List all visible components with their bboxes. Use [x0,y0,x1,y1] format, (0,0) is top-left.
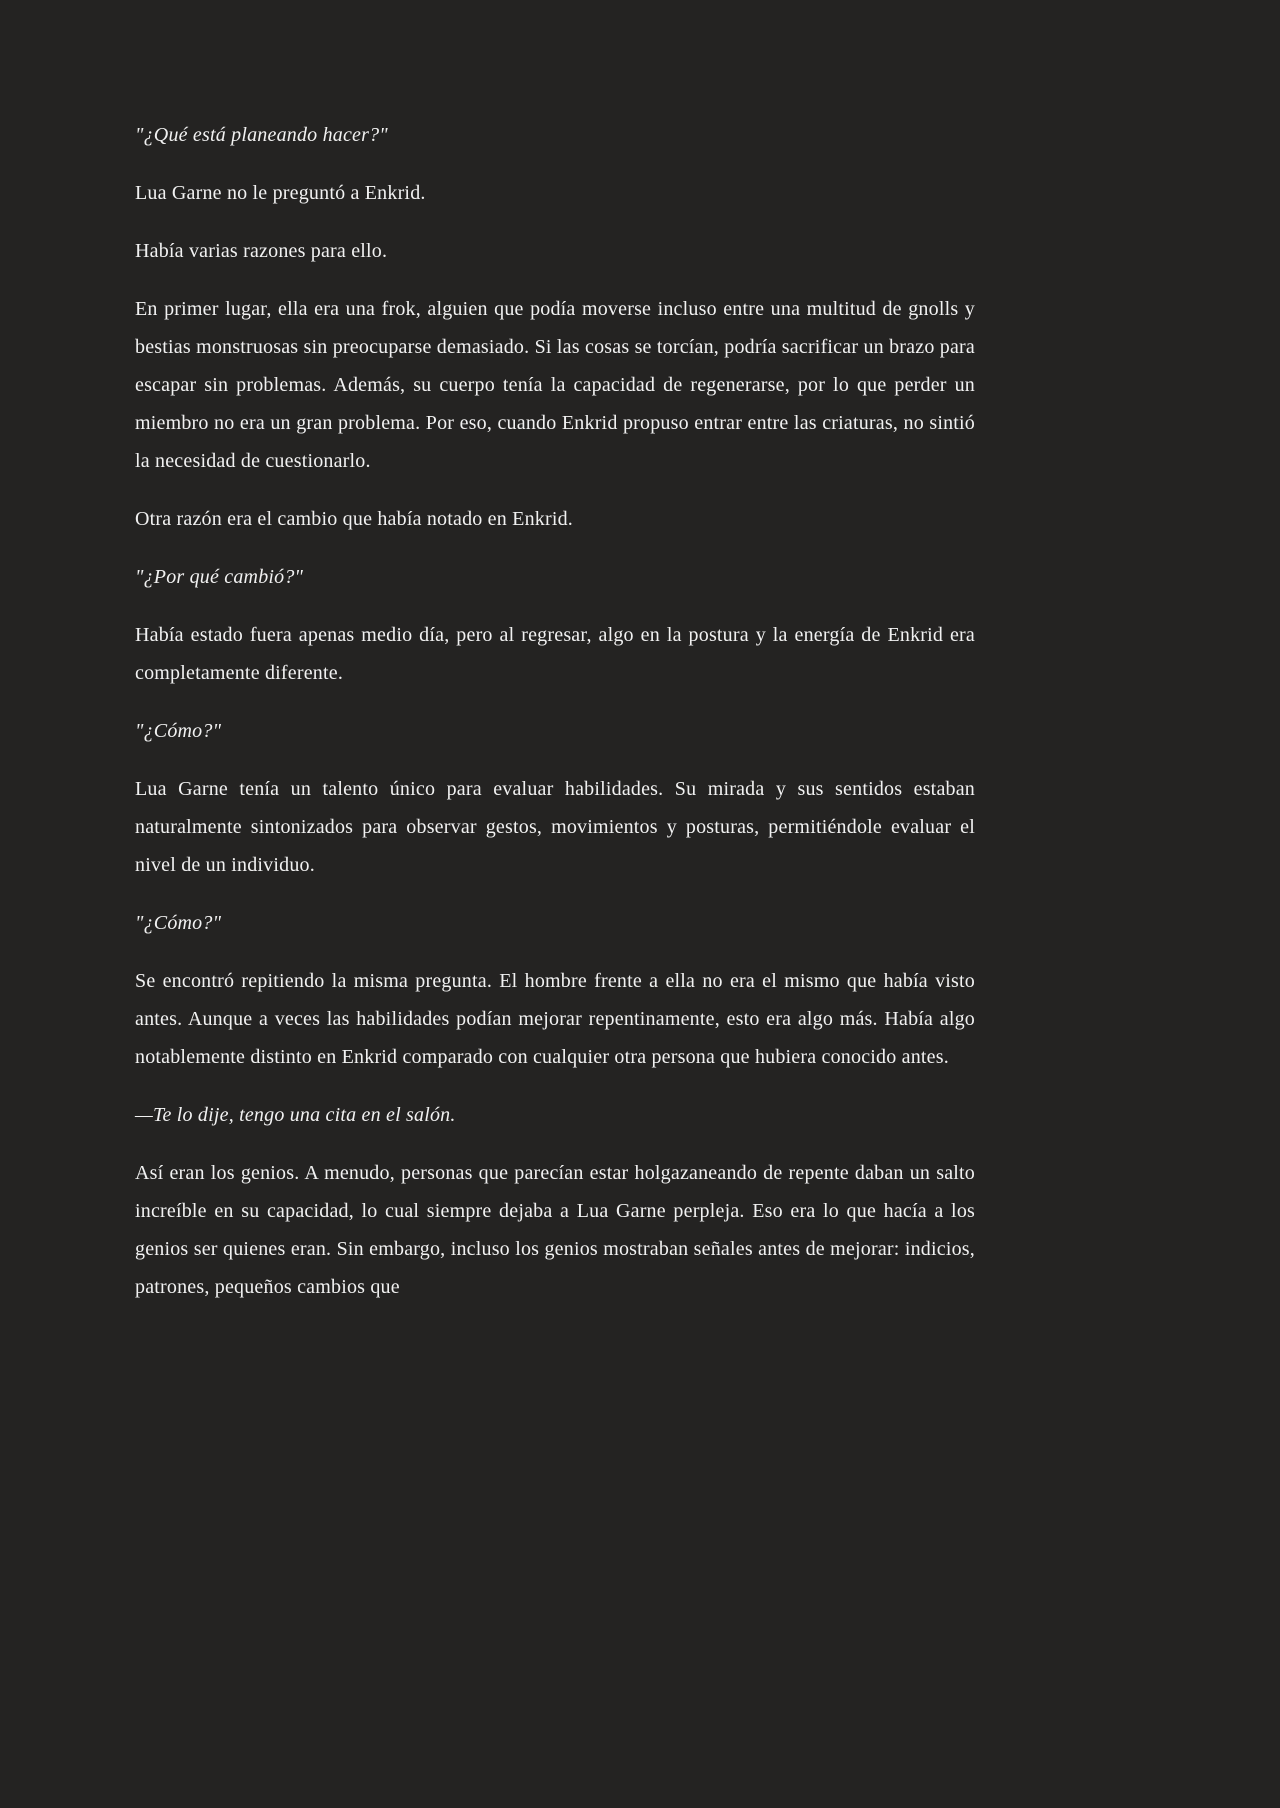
paragraph: Se encontró repitiendo la misma pregunta. El hombre frente a ella no era el mismo que había visto antes. Aunque a veces las habilidades podían mejorar repentinamente, esto era algo más. Había algo notablemente distinto en Enkrid comparado con cualquier otra persona que hubiera conocido antes. [135,970,975,1068]
quote-paragraph: "¿Por qué cambió?" [135,566,304,588]
quote-paragraph: "¿Cómo?" [135,912,222,934]
paragraph: Había estado fuera apenas medio día, pero al regresar, algo en la postura y la energía de Enkrid era completamente diferente. [135,624,975,684]
quote-paragraph: —Te lo dije, tengo una cita en el salón. [135,1104,456,1126]
paragraph: Otra razón era el cambio que había notado en Enkrid. [135,508,573,530]
paragraph: Lua Garne no le preguntó a Enkrid. [135,182,426,204]
paragraph: Lua Garne tenía un talento único para evaluar habilidades. Su mirada y sus sentidos estaban naturalmente sintonizados para observar gestos, movimientos y posturas, permitiéndole evaluar el nivel de un individuo. [135,778,975,876]
page-content [135,116,975,1306]
quote-paragraph: "¿Cómo?" [135,720,222,742]
quote-paragraph: "¿Qué está planeando hacer?" [135,124,388,146]
reader-page [135,116,975,1306]
paragraph: Había varias razones para ello. [135,240,388,262]
paragraph: En primer lugar, ella era una frok, alguien que podía moverse incluso entre una multitud de gnolls y bestias monstruosas sin preocuparse demasiado. Si las cosas se torcían, podría sacrificar un brazo para escapar sin problemas. Además, su cuerpo tenía la capacidad de regenerarse, por lo que perder un miembro no era un gran problema. Por eso, cuando Enkrid propuso entrar entre las criaturas, no sintió la necesidad de cuestionarlo. [135,298,975,472]
paragraph: Así eran los genios. A menudo, personas que parecían estar holgazaneando de repente daban un salto increíble en su capacidad, lo cual siempre dejaba a Lua Garne perpleja. Eso era lo que hacía a los genios ser quienes eran. Sin embargo, incluso los genios mostraban señales antes de mejorar: indicios, patrones, pequeños cambios que [135,1162,975,1298]
